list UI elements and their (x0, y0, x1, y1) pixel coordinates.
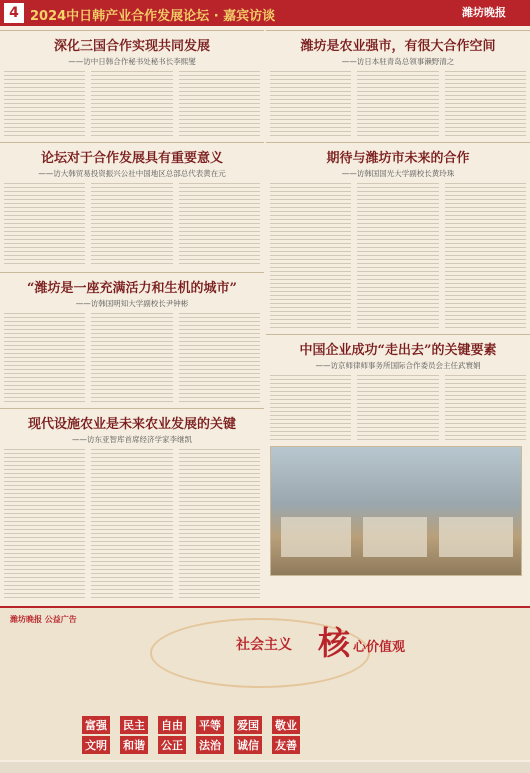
value-item: 公正 (158, 736, 186, 754)
article-4 (266, 142, 530, 332)
article-title: 深化三国合作实现共同发展 (53, 39, 210, 54)
ad-slogan-end: 心价值观 (353, 640, 406, 655)
article-7 (0, 408, 264, 604)
newspaper-logo: 潍坊晚报 (462, 6, 506, 19)
ad-slogan: 社会主义 (236, 637, 292, 653)
article-subtitle: ——访东亚智库首席经济学家李继凯 (72, 435, 192, 444)
public-service-ad (0, 606, 530, 760)
article-title: 期待与潍坊市未来的合作 (326, 151, 470, 166)
page-title: 2024中日韩产业合作发展论坛 · 嘉宾访谈 (30, 9, 276, 24)
article-5 (0, 272, 264, 406)
article-subtitle: ——访大韩贸易投资振兴公社中国地区总部总代表黄在元 (38, 169, 226, 178)
exhibition-photo (270, 446, 522, 576)
value-item: 自由 (158, 716, 186, 734)
article-title: 论坛对于合作发展具有重要意义 (40, 151, 223, 166)
article-2 (266, 30, 530, 140)
article-title: 现代设施农业是未来农业发展的关键 (27, 417, 236, 432)
value-item: 敬业 (272, 716, 300, 734)
value-item: 诚信 (234, 736, 262, 754)
value-item: 富强 (82, 716, 110, 734)
value-item: 文明 (82, 736, 110, 754)
article-title: 潍坊是农业强市，有很大合作空间 (300, 39, 496, 54)
value-item: 民主 (120, 716, 148, 734)
article-subtitle: ——访韩国明知大学副校长尹钟彬 (75, 299, 189, 308)
value-item: 爱国 (234, 716, 262, 734)
article-subtitle: ——访韩国国光大学副校长黄玲珠 (341, 169, 455, 178)
page-header (0, 0, 530, 26)
article-subtitle: ——访中日韩合作秘书处秘书长李熙燮 (68, 57, 196, 66)
ad-big-char: 核 (318, 624, 351, 662)
value-item: 和谐 (120, 736, 148, 754)
article-6 (266, 334, 530, 444)
article-3 (0, 142, 264, 270)
article-subtitle: ——访京师律师事务所国际合作委员会主任武寰娟 (315, 361, 481, 370)
page-footer (0, 762, 530, 773)
value-item: 友善 (272, 736, 300, 754)
article-1 (0, 30, 264, 140)
article-subtitle: ——访日本驻青岛总领事濑野清之 (341, 57, 455, 66)
value-item: 法治 (196, 736, 224, 754)
core-values-grid (82, 716, 300, 754)
ad-brand: 潍坊晚报 公益广告 (10, 615, 77, 624)
article-title: “潍坊是一座充满活力和生机的城市” (27, 281, 237, 296)
value-item: 平等 (196, 716, 224, 734)
page-number: 4 (4, 3, 24, 23)
article-title: 中国企业成功“走出去”的关键要素 (299, 343, 497, 358)
